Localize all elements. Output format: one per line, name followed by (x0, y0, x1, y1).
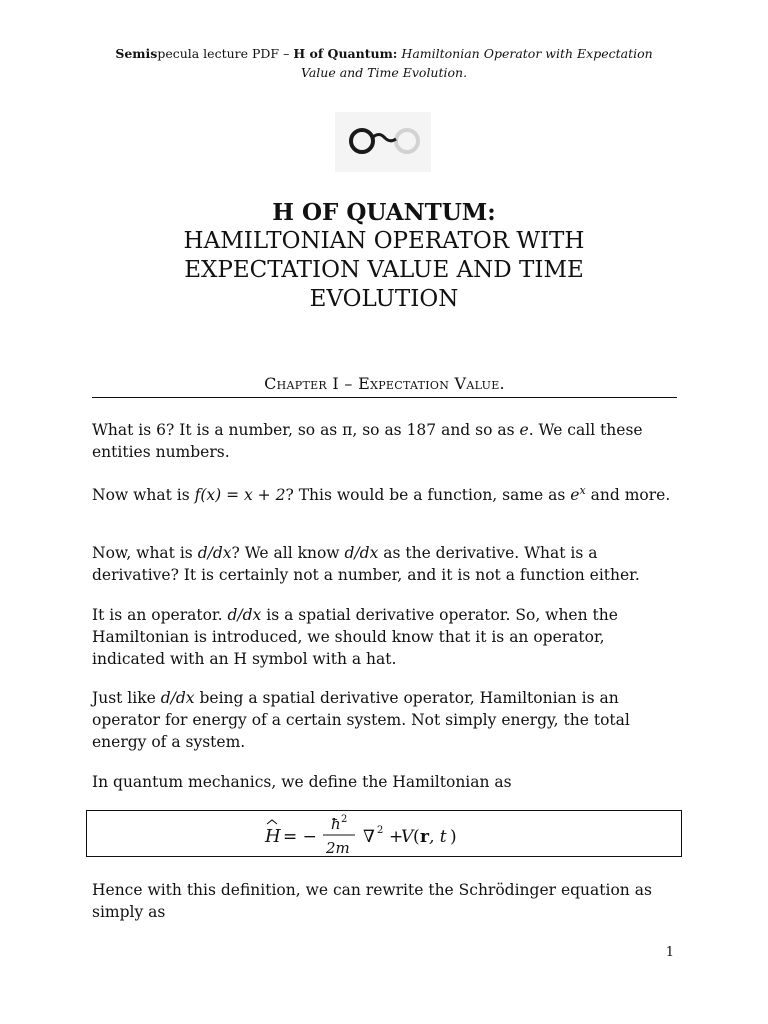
paragraph-5 (92, 687, 682, 753)
paragraph-7 (92, 879, 682, 923)
running-header (80, 44, 688, 82)
hamiltonian-equation-box (86, 810, 682, 857)
p1-math-e: e (519, 421, 529, 439)
doc-title-italic-2: Value and Time Evolution. (300, 65, 468, 80)
p3-text-c: as the derivative. What is a derivative? It is certainly not a number, and it is not a function either. (92, 544, 640, 584)
p5-math-ddx: d/dx (160, 689, 195, 707)
eq-numerator: ħ (331, 815, 341, 833)
eq-position-vector: r (420, 827, 429, 847)
semispecula-logo (335, 112, 431, 172)
p2-text-a: Now what is (92, 486, 190, 505)
p5-text-b: being a spatial derivative operator, Hamiltonian is an operator for energy of a certain system. Not simply energy, the total energy of a system. (92, 689, 630, 751)
eq-lhs: H (265, 826, 281, 847)
brand-bold: Semis (115, 46, 158, 61)
p2-text-b: ? This would be a function, same as (285, 486, 566, 505)
p5-text-a: Just like (92, 689, 156, 707)
p2-text-c: and more. (590, 486, 671, 505)
p6-text: In quantum mechanics, we define the Hamiltonian as (92, 773, 512, 791)
doc-title-bold: H of Quantum: (293, 46, 398, 61)
title-line-1: H OF QUANTUM: (272, 199, 496, 226)
paragraph-3 (92, 542, 682, 586)
p1-text-b: . We call these entities numbers. (92, 421, 643, 461)
eq-plus: + (389, 827, 404, 847)
hat-accent-icon (267, 820, 277, 824)
paragraph-1 (92, 419, 682, 463)
eq-nabla: ∇ (363, 827, 375, 847)
logo-rings-icon (335, 112, 431, 172)
paragraph-2 (92, 480, 682, 506)
p4-text-a: It is an operator. (92, 606, 223, 624)
running-header-line-2 (80, 63, 688, 82)
p2-math-fx: f(x) = x + 2 (194, 486, 286, 505)
eq-paren-open: ( (413, 827, 420, 847)
hamiltonian-equation (87, 811, 683, 858)
brand-rest: pecula lecture PDF – (157, 46, 290, 61)
p7-text: Hence with this definition, we can rewrite the Schrödinger equation as simply as (92, 881, 652, 921)
eq-equals-minus: = − (283, 827, 317, 847)
chapter-divider (92, 397, 677, 398)
eq-potential: V (401, 827, 414, 847)
p3-text-b: ? We all know (231, 544, 340, 562)
paragraph-6 (92, 771, 682, 793)
p2-math-e: e (570, 486, 580, 505)
p4-math-ddx: d/dx (227, 606, 262, 624)
paragraph-4 (92, 604, 682, 670)
p3-math-ddx-1: d/dx (197, 544, 232, 562)
p4-text-b: is a spatial derivative operator. So, when the Hamiltonian is introduced, we should know that it is an operator, indicated with an H symbol with a hat. (92, 606, 618, 668)
p2-math-exp: x (579, 484, 586, 497)
document-title (80, 198, 688, 314)
eq-paren-close: ) (450, 827, 457, 847)
eq-nabla-sup: 2 (377, 825, 384, 836)
chapter-heading: Chapter I – Expectation Value. (264, 374, 505, 393)
p3-math-ddx-2: d/dx (344, 544, 379, 562)
p3-text-a: Now, what is (92, 544, 193, 562)
p1-text-a: What is 6? It is a number, so as π, so as 187 and so as (92, 421, 515, 439)
page-number: 1 (665, 945, 674, 960)
running-header-line-1 (80, 44, 688, 63)
eq-denominator: 2m (326, 839, 350, 857)
eq-time: , t (429, 827, 447, 847)
title-line-2: HAMILTONIAN OPERATOR WITH (183, 228, 585, 254)
eq-numerator-sup: 2 (341, 814, 348, 825)
title-line-4: EVOLUTION (309, 286, 459, 312)
doc-title-italic-1: Hamiltonian Operator with Expectation (401, 46, 653, 61)
title-line-3: EXPECTATION VALUE AND TIME (184, 257, 584, 283)
